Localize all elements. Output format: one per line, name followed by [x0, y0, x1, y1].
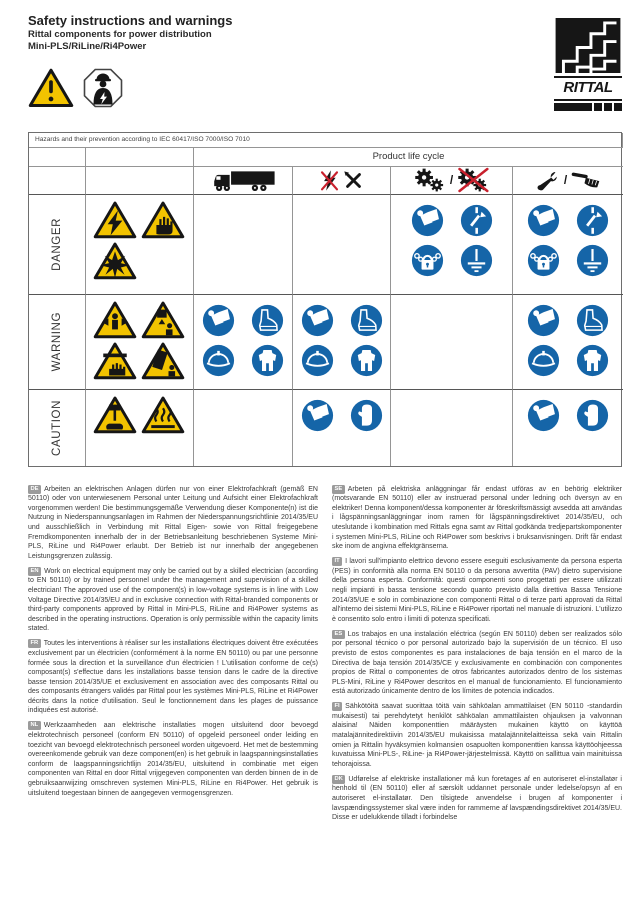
row-label-warning [29, 295, 86, 390]
protective-gloves-icon [576, 399, 609, 432]
brush-icon [571, 172, 602, 189]
crush-body-icon [93, 300, 137, 339]
page-subtitle-1: Rittal components for power distribution [28, 28, 212, 40]
logo-segment-square [604, 103, 612, 111]
lang-tag-se: SE [332, 485, 345, 494]
read-manual-icon [301, 399, 334, 432]
truck-icon [210, 169, 276, 192]
brand-wordmark: RITTAL [563, 79, 613, 96]
row-label-caution [29, 390, 86, 466]
wrench-hand-icon [534, 170, 560, 191]
lockout-icon [527, 244, 560, 277]
lang-tag-dk: DK [332, 775, 345, 784]
cell-danger-transport [194, 195, 293, 295]
document-header [28, 14, 622, 108]
table-caption: Hazards and their prevention according to IEC 60417/ISO 7000/ISO 7010 [29, 133, 623, 148]
hazard-symbols-caution [86, 390, 194, 466]
lockout-icon [411, 244, 444, 277]
paragraph-fi: FI Sähkötöitä saavat suorittaa töitä vain sähköalan ammattilaiset (EN 50110 -standardin mukaisesti) tai perehdytetyt henkilöt sähköalan ammattilaisten ohjauksen ja valvonnan alaisina! Näiden komponenttien määräysten mukainen käyttö on käyttöä matalajännitedirektiivin 2014/35/EU mukaisissa matalajännitelaitteissa sekä vain Rittalin omien ja Rittalin hyväksymien kolmansien osapuolten komponenttien kanssa käyttöohjeessa kuvatuissa Mini-PLS-, RiLine- ja Ri4Power-järjestelmissä. Käyttö on sallittua vain mainituissa tehorajoissa. [332, 703, 622, 768]
cell-warning-transport [194, 295, 293, 390]
read-manual-icon [527, 399, 560, 432]
column-header-maintenance-cleaning [513, 167, 623, 195]
paragraph-it: IT I lavori sull'impianto elettrico devono essere eseguiti esclusivamente da persona esperta (PES) in conformità alla norma EN 50110 o da persona avvertita (PAV) dietro supervisione della persona esperta. Conformità: questi componenti sono progettati per essere utilizzati negli impianti in bassa tensione secondo quanto previsto dalla direttiva Bassa Tensione 2014/35/UE e solo in combinazione con componenti Rittal o di terze parti approvati da Rittal all'interno dei sistemi Mini-PLS, RiLine e Ri4Power riportati nel manuale di istruzioni. L'utilizzo è consentito solo entro i limiti di potenza specificati. [332, 558, 622, 623]
hand-crush-icon [93, 341, 137, 380]
crossed-gears-icon [457, 167, 489, 193]
paragraph-se: SE Arbeten på elektriska anläggningar får endast utföras av en behörig elektriker (motsvarande EN 50110) eller av instruerad personal under ledning och översyn av en elektriker! Denna komponent/dessa komponenter är föreskriftsmässigt avsedda att användas i lågspänningsanläggningar inom ramen för lågspänningsdirektivet 2014/35/EU, och uteslutande i kombination med Rittals egna samt av Rittal godkända tredjepartskomponenter i systemen Mini-PLS, RiLine och Ri4Power som beskrivs i bruksanvisningen. Drift får endast ske inom de angivna effektgränserna. [332, 485, 622, 551]
cell-caution-installation [293, 390, 391, 466]
protective-clothing-icon [251, 344, 284, 377]
severity-label: DANGER [51, 217, 63, 271]
warning-triangle-icon [28, 67, 74, 108]
paragraph-dk: DK Udførelse af elektriske installationer må kun foretages af en autoriseret el-installatør i henhold til (EN 50110) eller af særskilt uddannet personale under ledelse/opsyn af en autoriseret el-installatør. Den tilsigtede anvendelse i brugen af komponenter i lavspændingssystemer skal være inden for rammerne af lavspændingsdirektivet 2014/35/EU. Disse er udelukkende tilladt i forbindelse [332, 775, 622, 822]
read-manual-icon [202, 304, 235, 337]
text-column-right [332, 485, 622, 829]
safety-helmet-icon [202, 344, 235, 377]
multilingual-text [28, 485, 622, 829]
logo-segment-long [554, 103, 592, 111]
paragraph-es: ES Los trabajos en una instalación eléctrica (según EN 50110) deben ser realizados sólo por personal técnico o por personal autorizado bajo la supervisión de un técnico. El uso previsto de estos componentes es para instalaciones de baja tensión en el marco de la Directiva de baja tensión 2014/35/CE y exclusivamente en combinación con componentes propios de Rittal o componentes de otros fabricantes autorizados dentro de los sistemas PLS-Mini, RiLine y Ri4Power descritos en el manual de funcionamiento. El funcionamiento está autorizado únicamente dentro de los límites de potencia indicados. [332, 630, 622, 696]
protective-clothing-icon [576, 344, 609, 377]
safety-boots-icon [350, 304, 383, 337]
hand-electric-shock-icon [141, 200, 185, 239]
rittal-logo [554, 18, 622, 111]
text-column-left [28, 485, 318, 829]
suspended-load-icon [141, 300, 185, 339]
hazard-table [28, 132, 622, 467]
logo-segment-square [614, 103, 622, 111]
earth-ground-icon [460, 244, 493, 277]
gears-icon [414, 167, 446, 193]
paragraph-en: EN Work on electrical equipment may only be carried out by a skilled electrician (according to EN 50110) or by trained personnel under the management and supervision of a skilled electrician! The approved use of the component(s) in low-voltage systems is in line with Low Voltage Directive 2014/35/EU and in exclusive connection with Rittal-branded components or third-party components approved by Rittal in Mini-PLS, RiLine and Ri4Power systems as described in the operating instructions. Operation is only permissible within the capacity limits stated. [28, 567, 318, 633]
read-manual-icon [527, 304, 560, 337]
lifecycle-header: Product life cycle [194, 148, 623, 167]
column-header-operation [391, 167, 513, 195]
slash-icon: / [563, 173, 568, 188]
hazard-symbols-warning [86, 295, 194, 390]
rittal-staircase-icon [555, 18, 621, 73]
electric-shock-icon [93, 200, 137, 239]
tip-over-icon [141, 341, 185, 380]
column-header-installation [293, 167, 391, 195]
severity-label: WARNING [51, 312, 63, 372]
severity-label: CAUTION [51, 399, 63, 456]
safety-helmet-icon [527, 344, 560, 377]
cell-danger-maintenance-cleaning [513, 195, 623, 295]
lang-tag-fi: FI [332, 702, 342, 711]
cell-caution-maintenance-cleaning [513, 390, 623, 466]
cell-warning-installation [293, 295, 391, 390]
cell-caution-operation [391, 390, 513, 466]
safety-boots-icon [251, 304, 284, 337]
protective-clothing-icon [350, 344, 383, 377]
earth-ground-icon [576, 244, 609, 277]
qualified-electrician-icon [83, 68, 123, 108]
no-live-working-icon [320, 169, 339, 192]
crossed-tools-icon [343, 170, 364, 191]
safety-helmet-icon [301, 344, 334, 377]
disconnect-supply-icon [576, 204, 609, 237]
column-header-transport [194, 167, 293, 195]
arc-flash-icon [93, 241, 137, 280]
paragraph-de: DE Arbeiten an elektrischen Anlagen dürfen nur von einer Elektrofachkraft (gemäß EN 50110) oder von unterwiesenem Personal unter Leitung und Aufsicht einer Elektrofachkraft vorgenommen werden! Die bestimmungsgemäße Verwendung dieser Komponente(n) ist die Nutzung in Niederspannungsanlagen im Rahmen der Niederspannungsrichtlinie 2014/35/EU und ausschließlich in Verbindung mit Rittal Eigen- sowie von Rittal freigegebene Fremdkomponenten innerhalb der in der Betriebsanleitung beschriebenen Systeme Mini-PLS, RiLine und Ri4Power erlaubt. Der Betrieb ist nur innerhalb der angegebenen Leistungsgrenzen zulässig. [28, 485, 318, 560]
cell-warning-maintenance-cleaning [513, 295, 623, 390]
slash-icon: / [449, 173, 454, 188]
paragraph-fr: FR Toutes les interventions à réaliser sur les installations électriques doivent être exécutées exclusivement par un électricien (conformément à la norme EN 50110) ou par une personne formée sous la direction et la surveillance d'un électricien ! L'utilisation conforme de ce(s) composant(s) s'effectue dans les installations basse tension dans le cadre de la directive basse tension 2014/35/UE et exclusivement en association avec des composants Rittal ou des composants étrangers validés par Rittal pour les systèmes Mini-PLS, RiLine et Ri4Power décrits dans la notice d'utilisation. Seul le fonctionnement dans les plages de puissance indiquées est autorisé. [28, 640, 318, 715]
protective-gloves-icon [350, 399, 383, 432]
cell-caution-transport [194, 390, 293, 466]
paragraph-nl: NL Werkzaamheden aan elektrische installaties mogen uitsluitend door bevoegd elektrotechnisch personeel (conform EN 50110) of opgeleid personeel onder leiding en toezicht van bevoegd elektrotechnisch personeel worden uitgevoerd. Het met de bestemming overeenkomende gebruik van deze component(en) is het gebruik in laagspanningsinstallaties conform de laagspanningsrichtlijn 2014/35/EU, uitsluitend in combinatie met eigen componenten van Rittal en door Rittal vrijgegeven componenten van derden binnen de in de gebruiksaanwijzing omschreven systemen Mini-PLS, RiLine en Ri4Power. Het gebruik is uitsluitend toegestaan binnen de aangegeven vermogensgrenzen. [28, 722, 318, 797]
safety-boots-icon [576, 304, 609, 337]
lang-tag-fr: FR [28, 639, 41, 648]
logo-rule-bottom [554, 99, 622, 101]
read-manual-icon [411, 204, 444, 237]
lang-tag-es: ES [332, 630, 345, 639]
header-safety-icons [28, 66, 622, 108]
lang-tag-nl: NL [28, 721, 41, 730]
disconnect-supply-icon [460, 204, 493, 237]
page-subtitle-2: Mini-PLS/RiLine/Ri4Power [28, 40, 147, 52]
lang-tag-de: DE [28, 485, 41, 494]
logo-segment-square [594, 103, 602, 111]
hazard-symbols-danger [86, 195, 194, 295]
hot-surface-icon [141, 395, 185, 434]
cell-danger-installation [293, 195, 391, 295]
cell-warning-operation [391, 295, 513, 390]
lang-tag-en: EN [28, 567, 41, 576]
cell-danger-operation [391, 195, 513, 295]
logo-rule-top [554, 76, 622, 78]
logo-segment-bar [554, 103, 622, 111]
read-manual-icon [301, 304, 334, 337]
lang-tag-it: IT [332, 557, 342, 566]
page-content [28, 14, 622, 828]
read-manual-icon [527, 204, 560, 237]
hand-injury-icon [93, 395, 137, 434]
page-title: Safety instructions and warnings [28, 13, 233, 28]
row-label-danger [29, 195, 86, 295]
